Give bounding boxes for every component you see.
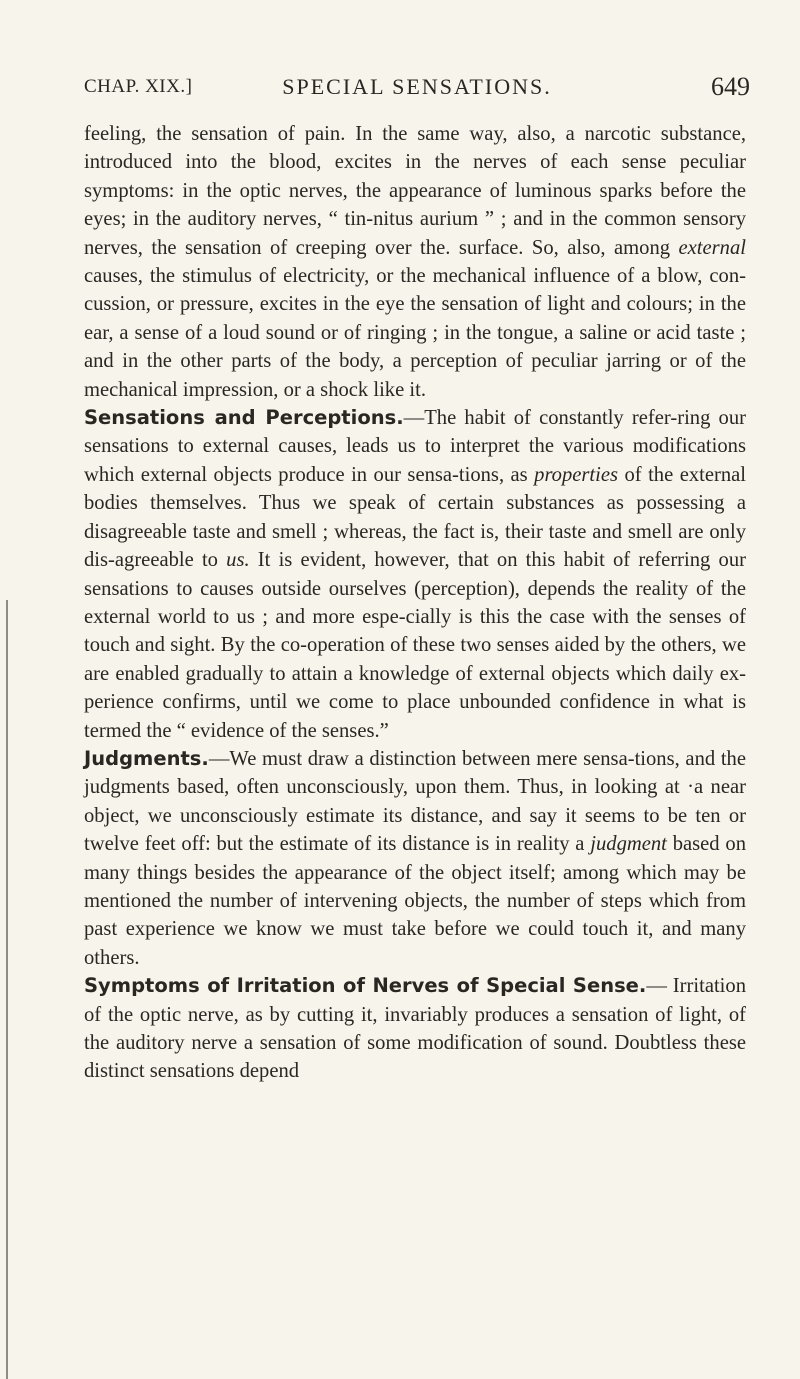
page-number: 649 (711, 72, 750, 101)
italic-external: external (678, 236, 746, 259)
paragraph-judgments: Judgments.—We must draw a distinction between mere sensa-tions, and the judgments based, often unconsciously, upon them. Thus, in looking at ·a near object, we unconsciously estimate its distance, and say it seems to be ten or twelve feet off: but the estimate of its distance is in reality a judgment based on many things besides the appearance of the object itself; among which may be mentioned the number of intervening objects, the number of steps which from past experience we know we must take before we could touch it, and many others. (84, 746, 746, 969)
page-edge-shadow (6, 600, 8, 1379)
section-heading-judgments: Judgments. (84, 746, 209, 770)
running-head (84, 72, 750, 106)
paragraph-sensations-perceptions: Sensations and Perceptions.—The habit of constantly refer-ring our sensations to external causes, leads us to interpret the various modifications which external objects produce in our sensa-tions, as properties of the external bodies themselves. Thus we speak of certain substances as possessing a disagreeable taste and smell ; whereas, the fact is, their taste and smell are only dis-agreeable to us. It is evident, however, that on this habit of referring our sensations to causes outside ourselves (perception), depends the reality of the external world to us ; and more espe-cially is this the case with the senses of touch and sight. By the co-operation of these two senses aided by the others, we are enabled gradually to attain a knowledge of external objects which daily ex-perience confirms, until we come to place unbounded confidence in what is termed the “ evidence of the senses.” (84, 406, 747, 742)
paragraph-symptoms-irritation: Symptoms of Irritation of Nerves of Special Sense.— Irritation of the optic nerve, as by cutting it, invariably produces a sensation of light, of the auditory nerve a sensation of some modification of sound. Doubtless these distinct sensations depend (84, 974, 746, 1083)
section-heading-sensations-perceptions: Sensations and Perceptions. (84, 406, 404, 430)
italic-us: us. (226, 549, 250, 572)
italic-properties: properties (534, 463, 619, 486)
running-title: SPECIAL SENSATIONS. (282, 74, 552, 99)
italic-judgment: judgment (590, 833, 667, 856)
paragraph-pain-and-causes: feeling, the sensation of pain. In the same way, also, a narcotic substance, introduced into the blood, excites in the nerves of each sense peculiar symptoms: in the optic nerves, the appearance of luminous sparks before the eyes; in the auditory nerves, “ tin-nitus aurium ” ; and in the common sensory nerves, the sensation of creeping over the. surface. So, also, among external causes, the stimulus of electricity, or the mechanical influence of a blow, con-cussion, or pressure, excites in the eye the sensation of light and colours; in the ear, a sense of a loud sound or of ringing ; in the tongue, a saline or acid taste ; and in the other parts of the body, a perception of peculiar jarring or of the mechanical impression, or a shock like it. (84, 123, 746, 401)
body-text (84, 120, 746, 1086)
chapter-label: CHAP. XIX.] (84, 76, 193, 97)
section-heading-symptoms-irritation: Symptoms of Irritation of Nerves of Special Sense. (84, 974, 647, 998)
